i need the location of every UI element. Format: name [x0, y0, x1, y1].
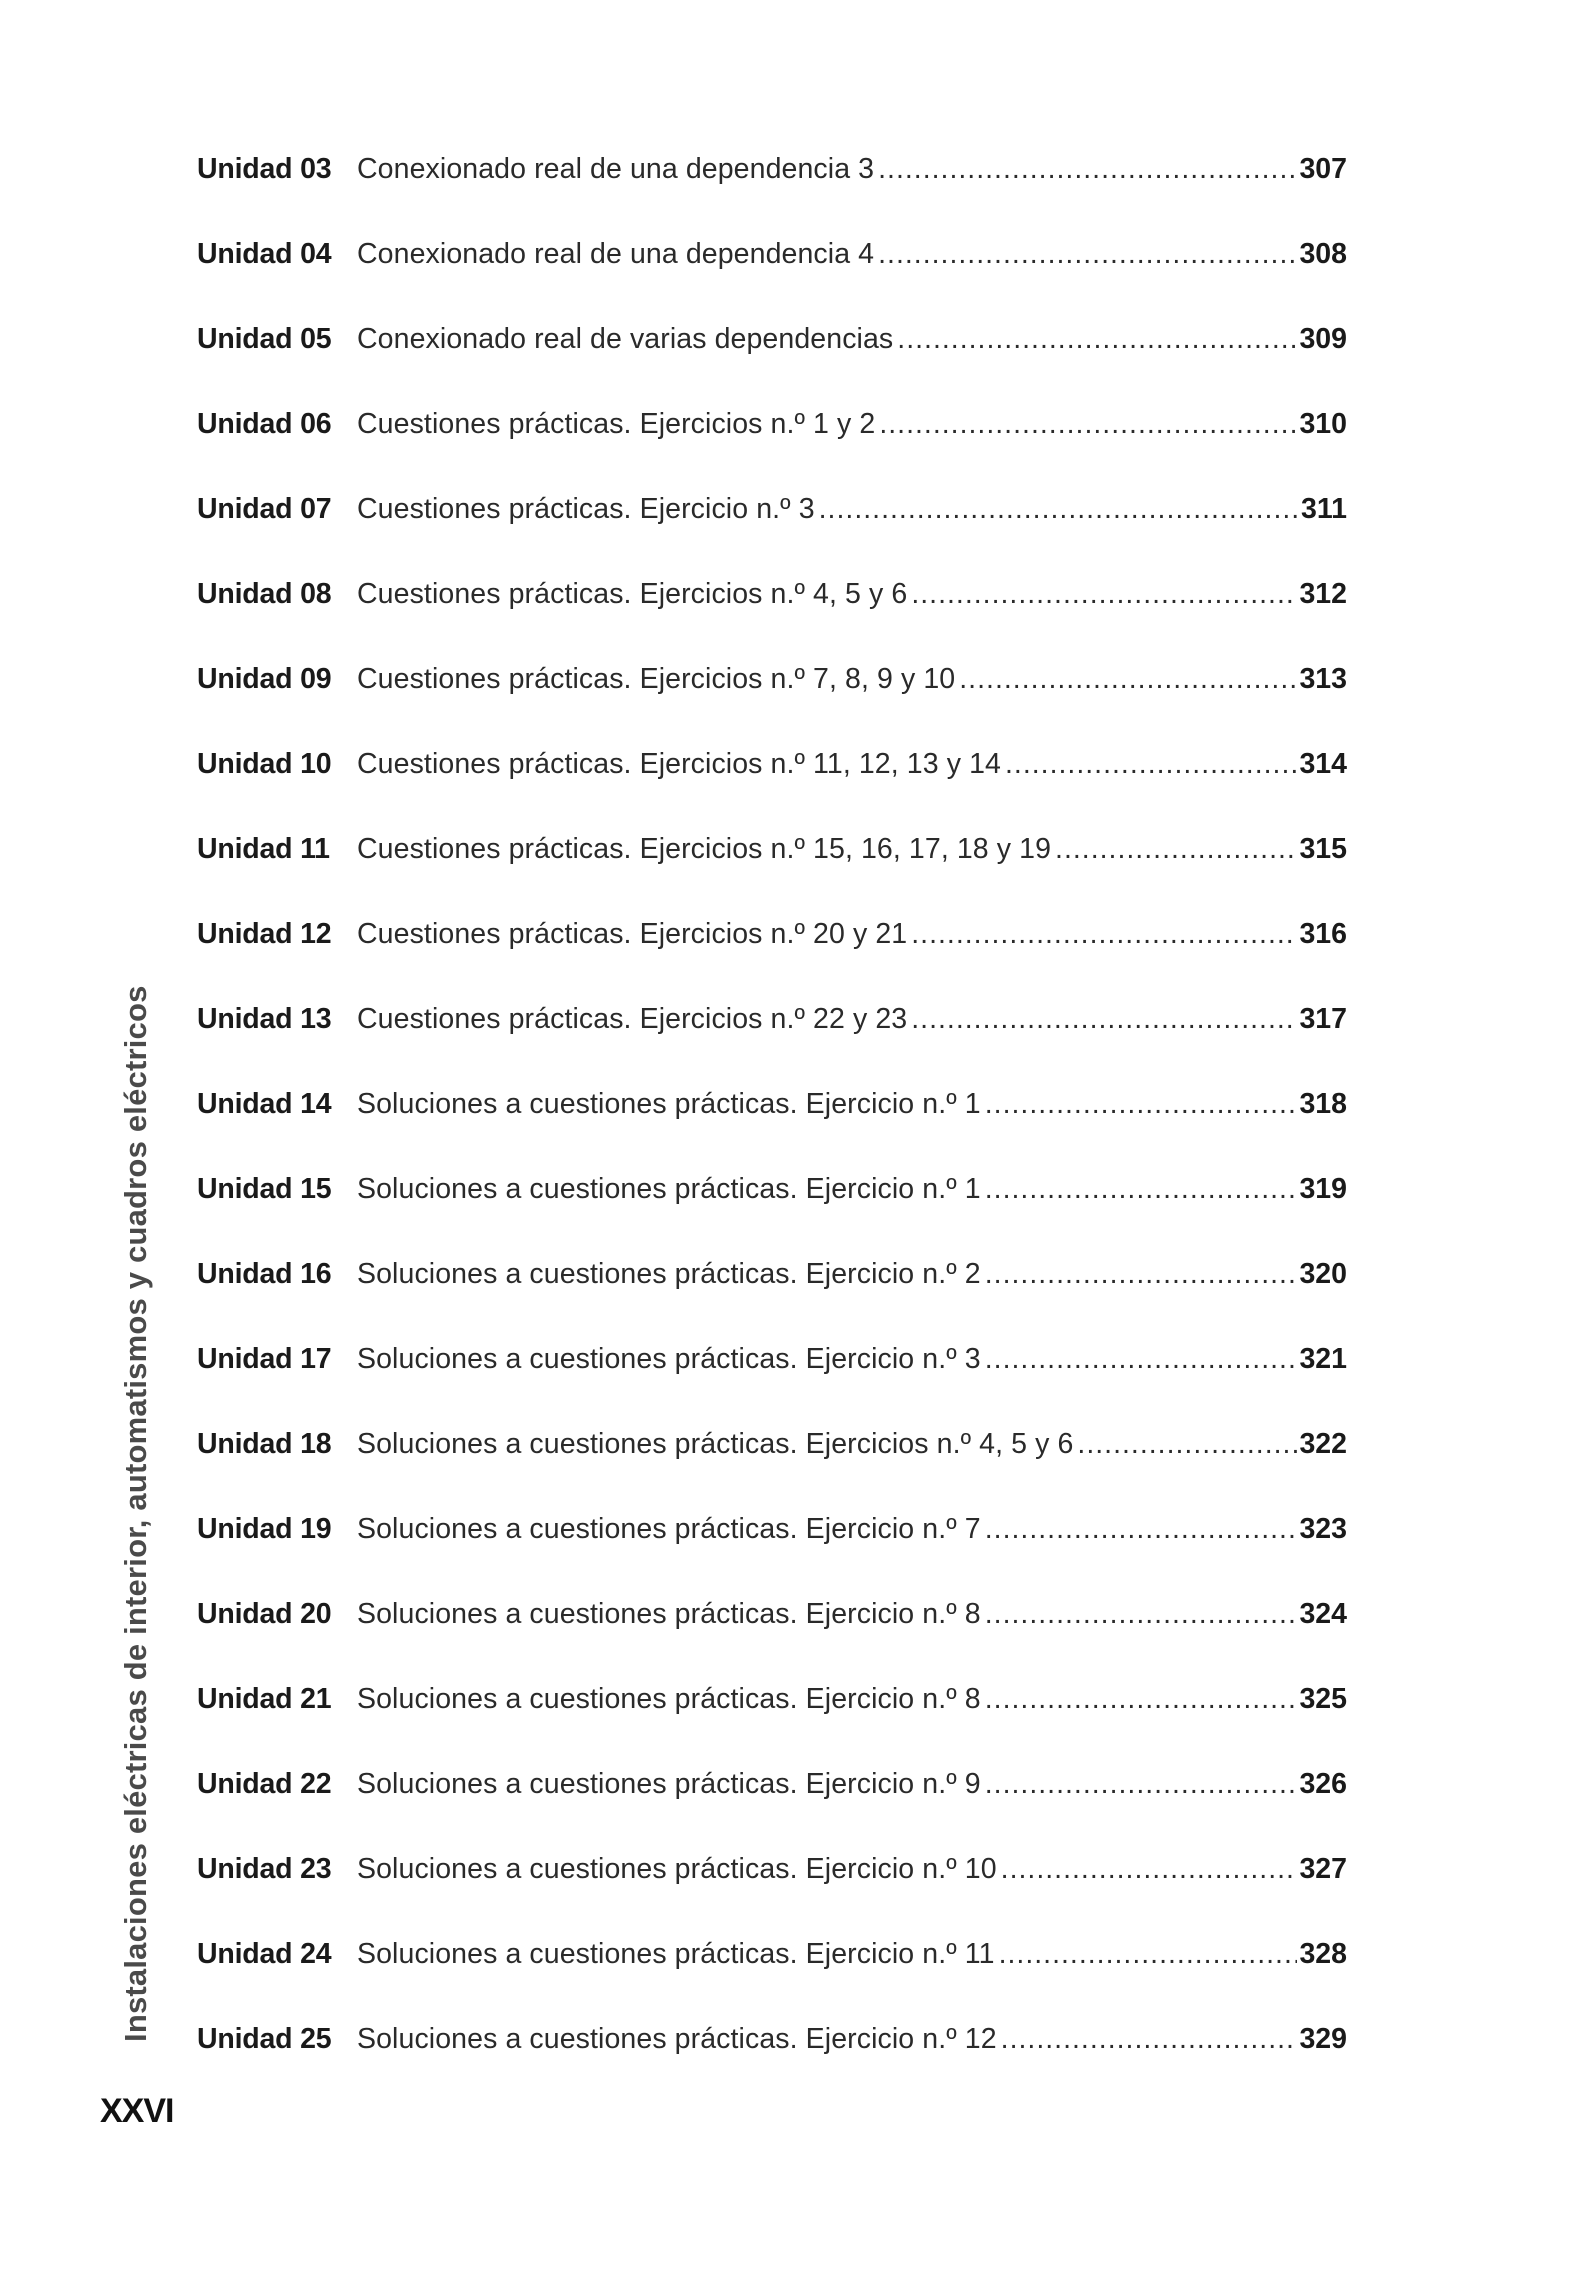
toc-page-number: 320	[1299, 1258, 1347, 1290]
dot-leader	[911, 920, 1297, 949]
toc-entry	[197, 835, 1347, 920]
toc-entry-title: Cuestiones prácticas. Ejercicios n.º 1 y 2	[357, 408, 876, 440]
dot-leader	[985, 1685, 1298, 1714]
toc-unit-label: Unidad 18	[197, 1428, 332, 1460]
toc-page-number: 326	[1299, 1768, 1347, 1800]
toc-unit-label: Unidad 10	[197, 748, 332, 780]
dot-leader	[985, 1175, 1298, 1204]
toc-entry-title: Soluciones a cuestiones prácticas. Ejercicio n.º 8	[357, 1598, 981, 1630]
toc-page-number: 327	[1299, 1853, 1347, 1885]
toc-entry-title: Soluciones a cuestiones prácticas. Ejercicio n.º 9	[357, 1768, 981, 1800]
dot-leader	[985, 1345, 1298, 1374]
toc-page-number: 309	[1299, 323, 1347, 355]
toc-page-number: 325	[1299, 1683, 1347, 1715]
dot-leader	[985, 1600, 1298, 1629]
toc-entry-title: Soluciones a cuestiones prácticas. Ejercicio n.º 7	[357, 1513, 981, 1545]
toc-page-number: 319	[1299, 1173, 1347, 1205]
toc-entry	[197, 665, 1347, 750]
toc-page-number: 318	[1299, 1088, 1347, 1120]
toc-entry	[197, 155, 1347, 240]
toc-entry-title: Soluciones a cuestiones prácticas. Ejercicios n.º 4, 5 y 6	[357, 1428, 1074, 1460]
toc-entry	[197, 1345, 1347, 1430]
dot-leader	[878, 155, 1297, 184]
toc-entry	[197, 495, 1347, 580]
dot-leader	[878, 240, 1297, 269]
toc-entry	[197, 1855, 1347, 1940]
toc-unit-label: Unidad 03	[197, 153, 332, 185]
toc-unit-label: Unidad 15	[197, 1173, 332, 1205]
toc-entry-title: Soluciones a cuestiones prácticas. Ejercicio n.º 11	[357, 1938, 995, 1970]
toc-unit-label: Unidad 13	[197, 1003, 332, 1035]
toc-entry	[197, 1260, 1347, 1345]
toc-entry-title: Soluciones a cuestiones prácticas. Ejercicio n.º 12	[357, 2023, 997, 2055]
toc-unit-label: Unidad 04	[197, 238, 332, 270]
toc-entry-title: Conexionado real de una dependencia 3	[357, 153, 875, 185]
toc-page-number: 308	[1299, 238, 1347, 270]
toc-entry	[197, 1600, 1347, 1685]
dot-leader	[959, 665, 1297, 694]
toc-unit-label: Unidad 22	[197, 1768, 332, 1800]
dot-leader	[985, 1770, 1298, 1799]
toc-page-number: 310	[1299, 408, 1347, 440]
table-of-contents	[197, 155, 1347, 2110]
toc-page-number: 321	[1299, 1343, 1347, 1375]
page-folio: XXVI	[100, 2092, 174, 2130]
toc-page-number: 316	[1299, 918, 1347, 950]
toc-entry-title: Cuestiones prácticas. Ejercicios n.º 20 y 21	[357, 918, 908, 950]
toc-unit-label: Unidad 06	[197, 408, 332, 440]
toc-entry-title: Cuestiones prácticas. Ejercicio n.º 3	[357, 493, 815, 525]
book-side-title: Instalaciones eléctricas de interior, automatismos y cuadros eléctricos	[118, 985, 153, 2042]
toc-page-number: 315	[1299, 833, 1347, 865]
dot-leader	[1055, 835, 1297, 864]
toc-entry-title: Soluciones a cuestiones prácticas. Ejercicio n.º 10	[357, 1853, 997, 1885]
toc-entry	[197, 1430, 1347, 1515]
dot-leader	[1001, 1855, 1298, 1884]
dot-leader	[819, 495, 1299, 524]
toc-unit-label: Unidad 20	[197, 1598, 332, 1630]
toc-entry	[197, 325, 1347, 410]
toc-entry-title: Soluciones a cuestiones prácticas. Ejercicio n.º 2	[357, 1258, 981, 1290]
dot-leader	[879, 410, 1297, 439]
toc-unit-label: Unidad 21	[197, 1683, 332, 1715]
dot-leader	[985, 1090, 1298, 1119]
toc-unit-label: Unidad 23	[197, 1853, 332, 1885]
toc-unit-label: Unidad 16	[197, 1258, 332, 1290]
toc-unit-label: Unidad 14	[197, 1088, 332, 1120]
toc-unit-label: Unidad 09	[197, 663, 332, 695]
toc-unit-label: Unidad 17	[197, 1343, 332, 1375]
dot-leader	[911, 580, 1297, 609]
dot-leader	[897, 325, 1297, 354]
toc-unit-label: Unidad 12	[197, 918, 332, 950]
toc-entry	[197, 1770, 1347, 1855]
toc-entry	[197, 410, 1347, 495]
toc-page-number: 324	[1299, 1598, 1347, 1630]
toc-entry	[197, 1515, 1347, 1600]
dot-leader	[985, 1515, 1298, 1544]
toc-entry	[197, 1090, 1347, 1175]
toc-page-number: 311	[1301, 493, 1347, 525]
toc-entry-title: Soluciones a cuestiones prácticas. Ejercicio n.º 8	[357, 1683, 981, 1715]
toc-page-number: 328	[1299, 1938, 1347, 1970]
toc-unit-label: Unidad 08	[197, 578, 332, 610]
toc-entry	[197, 750, 1347, 835]
toc-unit-label: Unidad 19	[197, 1513, 332, 1545]
toc-entry	[197, 1685, 1347, 1770]
toc-unit-label: Unidad 07	[197, 493, 332, 525]
toc-entry	[197, 240, 1347, 325]
dot-leader	[1077, 1430, 1297, 1459]
toc-unit-label: Unidad 11	[197, 833, 330, 865]
dot-leader	[1005, 750, 1297, 779]
dot-leader	[999, 1940, 1298, 1969]
toc-unit-label: Unidad 05	[197, 323, 332, 355]
toc-page-number: 313	[1299, 663, 1347, 695]
toc-entry	[197, 1940, 1347, 2025]
toc-entry	[197, 920, 1347, 1005]
toc-page-number: 329	[1299, 2023, 1347, 2055]
toc-entry-title: Conexionado real de varias dependencias	[357, 323, 894, 355]
dot-leader	[911, 1005, 1297, 1034]
toc-entry-title: Cuestiones prácticas. Ejercicios n.º 11, 12, 13 y 14	[357, 748, 1001, 780]
dot-leader	[1001, 2025, 1298, 2054]
toc-unit-label: Unidad 25	[197, 2023, 332, 2055]
toc-entry	[197, 2025, 1347, 2110]
toc-entry-title: Cuestiones prácticas. Ejercicios n.º 22 y 23	[357, 1003, 908, 1035]
toc-entry	[197, 1175, 1347, 1260]
toc-entry-title: Conexionado real de una dependencia 4	[357, 238, 875, 270]
toc-entry-title: Cuestiones prácticas. Ejercicios n.º 4, 5 y 6	[357, 578, 908, 610]
toc-entry-title: Cuestiones prácticas. Ejercicios n.º 7, 8, 9 y 10	[357, 663, 956, 695]
toc-page-number: 323	[1299, 1513, 1347, 1545]
toc-page-number: 322	[1299, 1428, 1347, 1460]
toc-entry	[197, 1005, 1347, 1090]
toc-page-number: 317	[1299, 1003, 1347, 1035]
toc-entry-title: Soluciones a cuestiones prácticas. Ejercicio n.º 1	[357, 1173, 981, 1205]
dot-leader	[985, 1260, 1298, 1289]
toc-unit-label: Unidad 24	[197, 1938, 332, 1970]
toc-page-number: 312	[1299, 578, 1347, 610]
toc-page-number: 314	[1299, 748, 1347, 780]
toc-entry-title: Cuestiones prácticas. Ejercicios n.º 15, 16, 17, 18 y 19	[357, 833, 1052, 865]
toc-entry-title: Soluciones a cuestiones prácticas. Ejercicio n.º 3	[357, 1343, 981, 1375]
toc-entry	[197, 580, 1347, 665]
toc-entry-title: Soluciones a cuestiones prácticas. Ejercicio n.º 1	[357, 1088, 981, 1120]
toc-page-number: 307	[1299, 153, 1347, 185]
